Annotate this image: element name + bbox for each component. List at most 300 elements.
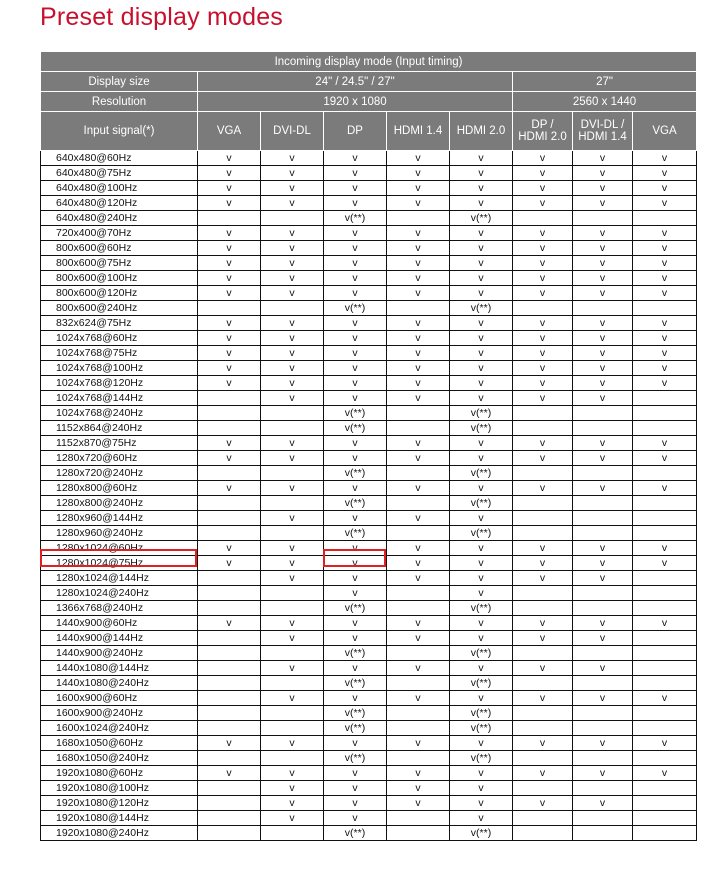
- support-cell: v: [324, 166, 387, 181]
- support-cell: [513, 496, 573, 511]
- support-cell: v: [387, 151, 450, 166]
- support-cell: [513, 211, 573, 226]
- input-signal-cell: 1024x768@144Hz: [41, 391, 198, 406]
- support-cell: v: [513, 196, 573, 211]
- table-row: [41, 151, 697, 166]
- support-cell: v: [198, 481, 261, 496]
- support-cell: v: [198, 256, 261, 271]
- support-cell: [198, 586, 261, 601]
- support-cell: [513, 406, 573, 421]
- table-row: [41, 676, 697, 691]
- table-row: [41, 496, 697, 511]
- support-cell: v: [573, 556, 633, 571]
- support-cell: v(**): [324, 646, 387, 661]
- support-cell: v(**): [324, 466, 387, 481]
- support-cell: v: [198, 376, 261, 391]
- support-cell: [573, 706, 633, 721]
- support-cell: v(**): [450, 601, 513, 616]
- support-cell: v: [513, 256, 573, 271]
- input-signal-cell: 1280x960@144Hz: [41, 511, 198, 526]
- input-signal-cell: 1440x900@60Hz: [41, 616, 198, 631]
- table-row: [41, 661, 697, 676]
- support-cell: [198, 781, 261, 796]
- table-row: [41, 571, 697, 586]
- support-cell: [633, 496, 697, 511]
- support-cell: v: [387, 571, 450, 586]
- input-signal-cell: 640x480@100Hz: [41, 181, 198, 196]
- table-row: [41, 196, 697, 211]
- table-row: [41, 271, 697, 286]
- support-cell: v: [324, 286, 387, 301]
- support-cell: [513, 826, 573, 841]
- table-row: [41, 766, 697, 781]
- input-signal-cell: 640x480@240Hz: [41, 211, 198, 226]
- support-cell: v(**): [324, 601, 387, 616]
- support-cell: v: [450, 481, 513, 496]
- support-cell: v: [324, 586, 387, 601]
- input-signal-cell: 1024x768@120Hz: [41, 376, 198, 391]
- support-cell: v: [324, 691, 387, 706]
- support-cell: v(**): [324, 751, 387, 766]
- support-cell: v: [261, 736, 324, 751]
- column-header: VGA: [633, 112, 697, 151]
- support-cell: v: [513, 166, 573, 181]
- support-cell: v(**): [450, 826, 513, 841]
- support-cell: [573, 646, 633, 661]
- support-cell: v: [387, 556, 450, 571]
- table-row: [41, 586, 697, 601]
- support-cell: v: [450, 241, 513, 256]
- input-signal-cell: 1280x800@60Hz: [41, 481, 198, 496]
- input-signal-cell: 800x600@240Hz: [41, 301, 198, 316]
- table-row: [41, 601, 697, 616]
- support-cell: [261, 586, 324, 601]
- support-cell: v: [450, 781, 513, 796]
- support-cell: [261, 676, 324, 691]
- table-row: [41, 706, 697, 721]
- support-cell: [633, 676, 697, 691]
- support-cell: v: [573, 181, 633, 196]
- support-cell: v: [573, 616, 633, 631]
- support-cell: v: [387, 631, 450, 646]
- support-cell: v: [573, 631, 633, 646]
- support-cell: [261, 301, 324, 316]
- support-cell: [633, 751, 697, 766]
- support-cell: v: [450, 331, 513, 346]
- support-cell: v: [261, 151, 324, 166]
- table-row: [41, 166, 697, 181]
- input-signal-cell: 1024x768@240Hz: [41, 406, 198, 421]
- input-signal-cell: 1440x1080@240Hz: [41, 676, 198, 691]
- support-cell: [261, 526, 324, 541]
- support-cell: v: [450, 361, 513, 376]
- support-cell: v: [387, 481, 450, 496]
- support-cell: v: [387, 781, 450, 796]
- support-cell: v: [633, 181, 697, 196]
- support-cell: [198, 676, 261, 691]
- support-cell: v: [198, 556, 261, 571]
- support-cell: v(**): [450, 646, 513, 661]
- support-cell: v: [633, 361, 697, 376]
- support-cell: [387, 586, 450, 601]
- input-signal-cell: 1920x1080@120Hz: [41, 796, 198, 811]
- support-cell: [513, 301, 573, 316]
- support-cell: v: [513, 316, 573, 331]
- support-cell: [198, 406, 261, 421]
- support-cell: v: [324, 361, 387, 376]
- support-cell: v: [513, 631, 573, 646]
- support-cell: v: [450, 151, 513, 166]
- support-cell: v: [324, 736, 387, 751]
- support-cell: [198, 526, 261, 541]
- support-cell: v(**): [324, 826, 387, 841]
- input-signal-cell: 1440x1080@144Hz: [41, 661, 198, 676]
- support-cell: v: [633, 196, 697, 211]
- support-cell: v: [324, 811, 387, 826]
- support-cell: [513, 601, 573, 616]
- support-cell: v: [261, 271, 324, 286]
- support-cell: [261, 721, 324, 736]
- input-signal-cell: 800x600@100Hz: [41, 271, 198, 286]
- support-cell: v: [513, 241, 573, 256]
- input-signal-cell: 1280x720@60Hz: [41, 451, 198, 466]
- support-cell: [198, 421, 261, 436]
- support-cell: v: [513, 796, 573, 811]
- support-cell: v: [573, 286, 633, 301]
- support-cell: v: [261, 616, 324, 631]
- support-cell: v: [261, 256, 324, 271]
- input-signal-cell: 640x480@60Hz: [41, 151, 198, 166]
- support-cell: [633, 721, 697, 736]
- support-cell: [573, 406, 633, 421]
- support-cell: v: [513, 391, 573, 406]
- support-cell: v: [198, 436, 261, 451]
- support-cell: [198, 496, 261, 511]
- support-cell: v: [633, 736, 697, 751]
- support-cell: v: [387, 691, 450, 706]
- table-row: [41, 631, 697, 646]
- input-signal-cell: 1920x1080@60Hz: [41, 766, 198, 781]
- support-cell: v: [573, 451, 633, 466]
- support-cell: v: [324, 331, 387, 346]
- support-cell: v: [573, 391, 633, 406]
- support-cell: v: [387, 766, 450, 781]
- support-cell: v: [450, 511, 513, 526]
- support-cell: [633, 601, 697, 616]
- support-cell: v: [387, 391, 450, 406]
- support-cell: [573, 751, 633, 766]
- column-header: DVI-DL / HDMI 1.4: [573, 112, 633, 151]
- support-cell: v: [573, 361, 633, 376]
- table-row: [41, 646, 697, 661]
- support-cell: [261, 406, 324, 421]
- support-cell: [387, 646, 450, 661]
- input-signal-cell: 832x624@75Hz: [41, 316, 198, 331]
- support-cell: [573, 526, 633, 541]
- support-cell: [198, 796, 261, 811]
- support-cell: v: [633, 541, 697, 556]
- support-cell: [633, 406, 697, 421]
- support-cell: v(**): [450, 676, 513, 691]
- support-cell: v: [513, 556, 573, 571]
- support-cell: v: [573, 541, 633, 556]
- table-row: [41, 751, 697, 766]
- support-cell: v: [450, 436, 513, 451]
- support-cell: v: [450, 661, 513, 676]
- support-cell: [261, 211, 324, 226]
- support-cell: [573, 466, 633, 481]
- support-cell: v: [261, 511, 324, 526]
- input-signal-cell: 1024x768@100Hz: [41, 361, 198, 376]
- support-cell: [573, 676, 633, 691]
- resolution-group1: 1920 x 1080: [198, 92, 513, 112]
- input-signal-cell: 1920x1080@100Hz: [41, 781, 198, 796]
- table-row: [41, 301, 697, 316]
- support-cell: [633, 511, 697, 526]
- support-cell: v: [633, 166, 697, 181]
- support-cell: v: [261, 661, 324, 676]
- support-cell: [633, 301, 697, 316]
- support-cell: v: [261, 346, 324, 361]
- support-cell: v: [261, 391, 324, 406]
- support-cell: v: [573, 736, 633, 751]
- table-row: [41, 541, 697, 556]
- support-cell: v: [573, 691, 633, 706]
- display-size-group2: 27": [513, 72, 697, 92]
- support-cell: v(**): [324, 526, 387, 541]
- support-cell: [513, 706, 573, 721]
- support-cell: [633, 571, 697, 586]
- support-cell: v: [198, 541, 261, 556]
- support-cell: v: [633, 331, 697, 346]
- support-cell: v: [450, 226, 513, 241]
- support-cell: v: [513, 736, 573, 751]
- support-cell: [198, 211, 261, 226]
- input-signal-cell: 1280x960@240Hz: [41, 526, 198, 541]
- support-cell: v: [261, 766, 324, 781]
- support-cell: [513, 526, 573, 541]
- support-cell: [633, 796, 697, 811]
- support-cell: v: [387, 256, 450, 271]
- column-header: HDMI 2.0: [450, 112, 513, 151]
- support-cell: [633, 211, 697, 226]
- support-cell: v: [198, 316, 261, 331]
- support-cell: v: [450, 166, 513, 181]
- page-title: Preset display modes: [40, 3, 284, 31]
- table-row: [41, 346, 697, 361]
- support-cell: v: [633, 151, 697, 166]
- support-cell: [387, 751, 450, 766]
- support-cell: v: [387, 166, 450, 181]
- support-cell: v: [450, 631, 513, 646]
- table-row: [41, 526, 697, 541]
- support-cell: [198, 826, 261, 841]
- table-row: [41, 241, 697, 256]
- support-cell: v: [261, 286, 324, 301]
- support-cell: v: [450, 451, 513, 466]
- support-cell: [633, 706, 697, 721]
- support-cell: v: [324, 436, 387, 451]
- support-cell: v: [261, 691, 324, 706]
- table-row: [41, 691, 697, 706]
- input-signal-cell: 1680x1050@240Hz: [41, 751, 198, 766]
- table-row: [41, 811, 697, 826]
- table-row: [41, 616, 697, 631]
- support-cell: v: [198, 226, 261, 241]
- support-cell: v: [450, 736, 513, 751]
- support-cell: [387, 706, 450, 721]
- input-signal-cell: 1600x1024@240Hz: [41, 721, 198, 736]
- input-signal-cell: 1366x768@240Hz: [41, 601, 198, 616]
- table-row: [41, 436, 697, 451]
- support-cell: v(**): [324, 211, 387, 226]
- input-signal-cell: 1600x900@60Hz: [41, 691, 198, 706]
- support-cell: [198, 691, 261, 706]
- support-cell: v: [324, 256, 387, 271]
- support-cell: v: [387, 286, 450, 301]
- table-row: [41, 181, 697, 196]
- table-row: [41, 226, 697, 241]
- support-cell: v: [261, 316, 324, 331]
- table-row: [41, 376, 697, 391]
- support-cell: v: [387, 661, 450, 676]
- support-cell: [633, 586, 697, 601]
- support-cell: v: [573, 241, 633, 256]
- support-cell: v: [513, 451, 573, 466]
- input-signal-cell: 1920x1080@144Hz: [41, 811, 198, 826]
- support-cell: v(**): [324, 301, 387, 316]
- support-cell: [633, 781, 697, 796]
- support-cell: v: [513, 616, 573, 631]
- support-cell: v: [450, 616, 513, 631]
- support-cell: [633, 631, 697, 646]
- support-cell: v: [573, 196, 633, 211]
- support-cell: v: [198, 766, 261, 781]
- table-row: [41, 256, 697, 271]
- support-cell: [387, 496, 450, 511]
- support-cell: v: [324, 181, 387, 196]
- support-cell: v: [261, 541, 324, 556]
- support-cell: [573, 721, 633, 736]
- support-cell: v: [324, 631, 387, 646]
- table-row: [41, 331, 697, 346]
- input-signal-cell: 1280x800@240Hz: [41, 496, 198, 511]
- support-cell: v: [633, 316, 697, 331]
- table-row: [41, 736, 697, 751]
- table-row: [41, 796, 697, 811]
- support-cell: v: [324, 391, 387, 406]
- table-row: [41, 781, 697, 796]
- support-cell: v: [633, 376, 697, 391]
- support-cell: [633, 391, 697, 406]
- support-cell: v: [513, 226, 573, 241]
- input-signal-cell: 800x600@120Hz: [41, 286, 198, 301]
- support-cell: [387, 676, 450, 691]
- support-cell: v: [387, 196, 450, 211]
- support-cell: v: [450, 766, 513, 781]
- support-cell: v: [198, 181, 261, 196]
- table-row: [41, 466, 697, 481]
- support-cell: [198, 706, 261, 721]
- support-cell: [261, 646, 324, 661]
- support-cell: [513, 811, 573, 826]
- table-row: [41, 406, 697, 421]
- support-cell: v: [573, 331, 633, 346]
- input-signal-cell: 640x480@120Hz: [41, 196, 198, 211]
- support-cell: v: [324, 571, 387, 586]
- support-cell: v: [573, 316, 633, 331]
- table-row: [41, 391, 697, 406]
- support-cell: v(**): [324, 496, 387, 511]
- support-cell: v: [633, 436, 697, 451]
- support-cell: v: [513, 361, 573, 376]
- preset-display-modes-table: [40, 51, 697, 841]
- support-cell: [513, 646, 573, 661]
- support-cell: v: [198, 451, 261, 466]
- support-cell: v: [324, 511, 387, 526]
- support-cell: v: [573, 481, 633, 496]
- support-cell: v: [198, 736, 261, 751]
- support-cell: [387, 826, 450, 841]
- support-cell: v: [573, 166, 633, 181]
- support-cell: v: [450, 316, 513, 331]
- support-cell: v: [324, 541, 387, 556]
- support-cell: v: [513, 286, 573, 301]
- input-signal-cell: 1024x768@60Hz: [41, 331, 198, 346]
- support-cell: v: [324, 766, 387, 781]
- support-cell: v: [324, 241, 387, 256]
- support-cell: v: [573, 256, 633, 271]
- support-cell: v: [450, 196, 513, 211]
- support-cell: v: [261, 796, 324, 811]
- support-cell: v(**): [450, 466, 513, 481]
- resolution-group2: 2560 x 1440: [513, 92, 697, 112]
- support-cell: [573, 811, 633, 826]
- support-cell: v: [573, 271, 633, 286]
- support-cell: [198, 301, 261, 316]
- support-cell: v: [387, 451, 450, 466]
- support-cell: v(**): [324, 421, 387, 436]
- table-row: [41, 421, 697, 436]
- column-header: VGA: [198, 112, 261, 151]
- support-cell: v: [633, 346, 697, 361]
- support-cell: [261, 706, 324, 721]
- support-cell: [513, 511, 573, 526]
- support-cell: [573, 421, 633, 436]
- support-cell: [198, 601, 261, 616]
- support-cell: [513, 676, 573, 691]
- support-cell: [513, 466, 573, 481]
- support-cell: v: [261, 331, 324, 346]
- support-cell: v: [633, 481, 697, 496]
- support-cell: [633, 811, 697, 826]
- support-cell: v: [633, 256, 697, 271]
- support-cell: v: [324, 451, 387, 466]
- support-cell: v(**): [450, 211, 513, 226]
- input-signal-cell: 1152x864@240Hz: [41, 421, 198, 436]
- support-cell: v: [198, 196, 261, 211]
- input-signal-cell: 1280x1024@75Hz: [41, 556, 198, 571]
- support-cell: v: [261, 556, 324, 571]
- input-signal-cell: 640x480@75Hz: [41, 166, 198, 181]
- resolution-label: Resolution: [41, 92, 198, 112]
- table-row: [41, 826, 697, 841]
- support-cell: v: [324, 781, 387, 796]
- support-cell: v: [261, 166, 324, 181]
- support-cell: [633, 646, 697, 661]
- input-signal-cell: 1280x1024@240Hz: [41, 586, 198, 601]
- support-cell: v: [513, 151, 573, 166]
